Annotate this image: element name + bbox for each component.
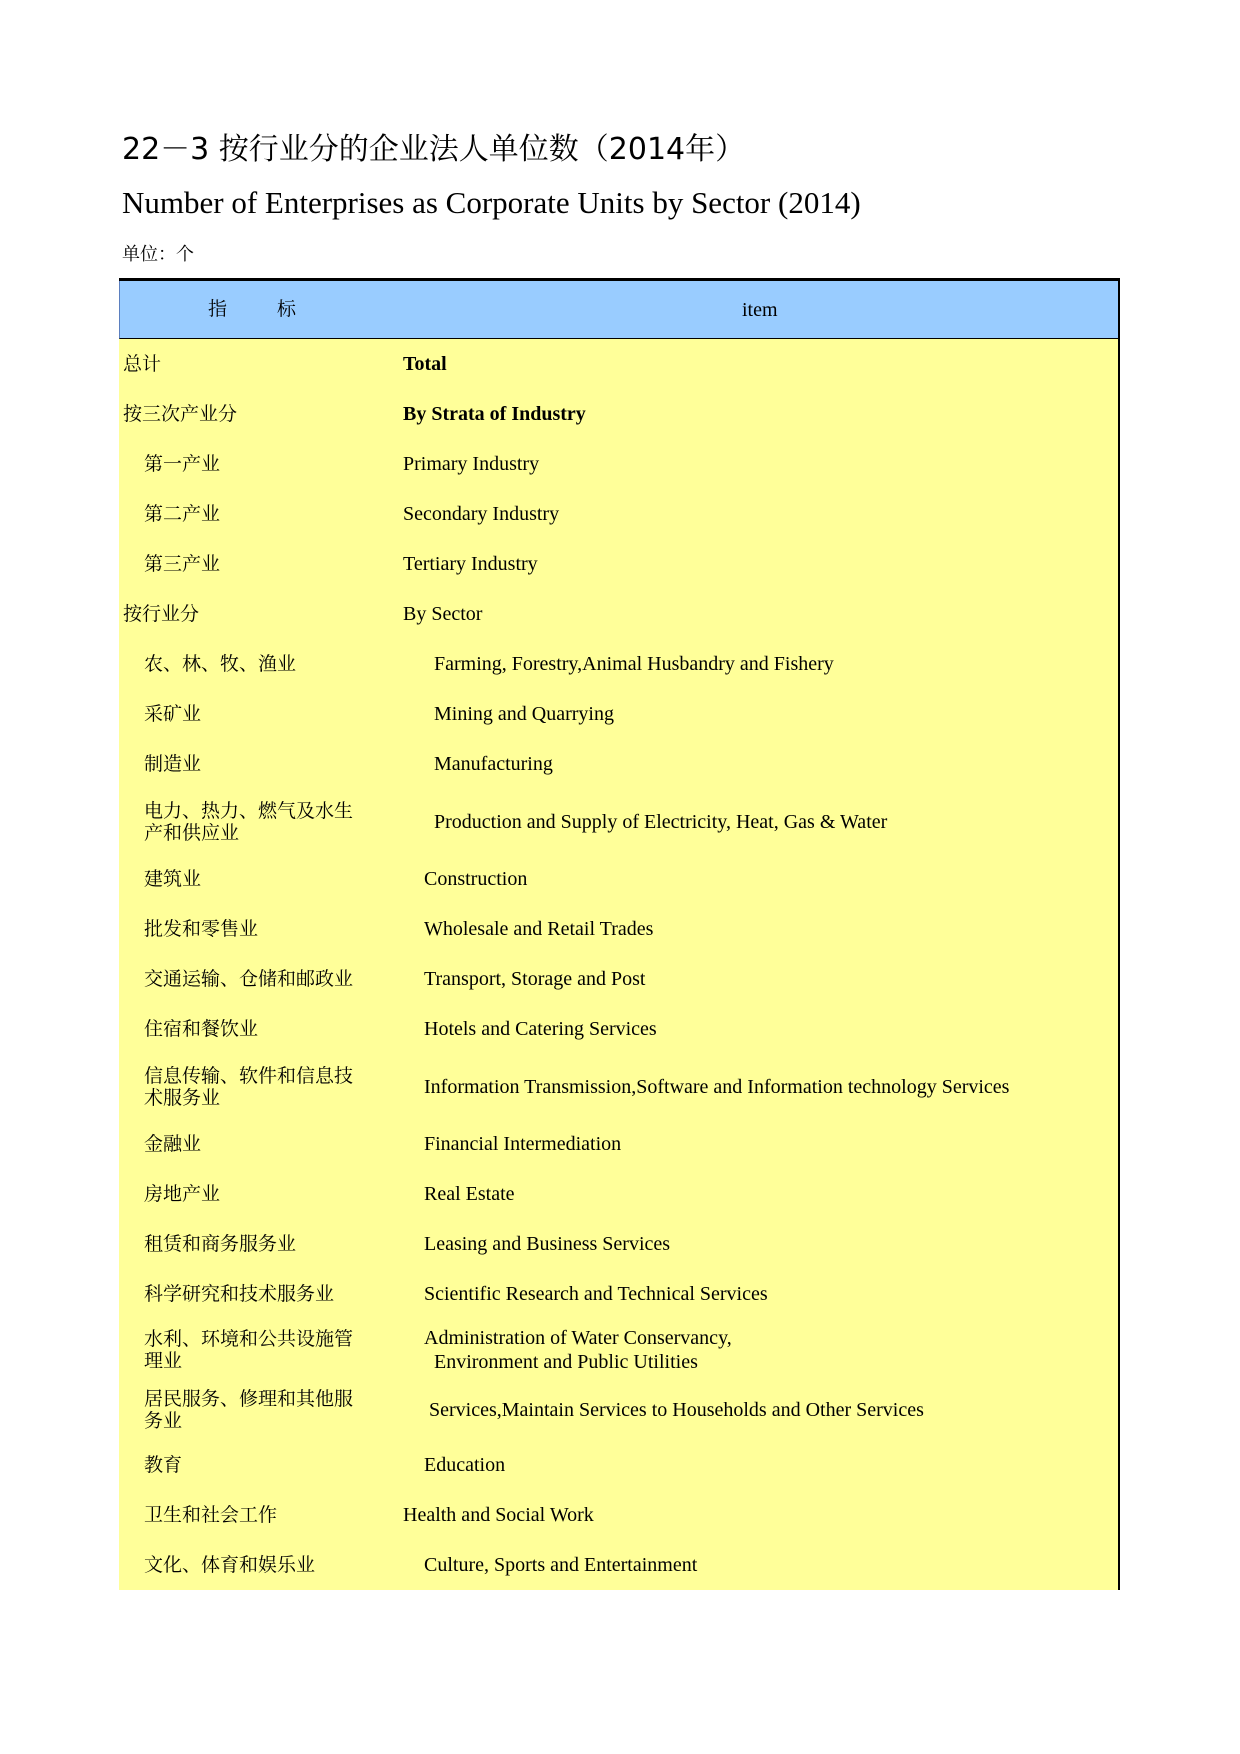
row-label-cn: 按三次产业分 — [123, 403, 238, 425]
row-label-en: Scientific Research and Technical Services — [424, 1283, 768, 1305]
table-row — [119, 1054, 1118, 1119]
row-label-en: Mining and Quarrying — [434, 703, 614, 725]
row-label-en: Leasing and Business Services — [424, 1233, 671, 1255]
row-label-cn: 电力、热力、燃气及水生产和供应业 — [144, 799, 354, 844]
row-label-cn: 金融业 — [144, 1133, 202, 1155]
table-row — [119, 1319, 1118, 1380]
row-label-cn: 第一产业 — [144, 453, 221, 475]
table-row — [119, 439, 1118, 489]
row-label-cn: 水利、环境和公共设施管理业 — [144, 1327, 354, 1372]
table-row — [119, 689, 1118, 739]
row-label-cn: 信息传输、软件和信息技术服务业 — [144, 1064, 354, 1109]
row-label-en: Primary Industry — [403, 453, 540, 475]
row-label-cn: 交通运输、仓储和邮政业 — [144, 968, 354, 990]
table-row — [119, 339, 1118, 389]
table-row — [119, 904, 1118, 954]
table-row — [119, 489, 1118, 539]
table-row — [119, 789, 1118, 854]
row-label-en: Administration of Water Conservancy, Environment and Public Utilities — [424, 1326, 732, 1373]
row-label-en: Wholesale and Retail Trades — [424, 918, 654, 940]
row-label-en: Tertiary Industry — [403, 553, 538, 575]
table-row — [119, 739, 1118, 789]
row-label-en: Secondary Industry — [403, 503, 560, 525]
table-row — [119, 1269, 1118, 1319]
table-row — [119, 1119, 1118, 1169]
row-label-en: Transport, Storage and Post — [424, 968, 646, 990]
table-row — [119, 1004, 1118, 1054]
row-label-cn: 教育 — [144, 1454, 183, 1476]
row-label-cn: 按行业分 — [123, 603, 200, 625]
table-row — [119, 1219, 1118, 1269]
table-row — [119, 1380, 1118, 1440]
row-label-cn: 总计 — [123, 353, 162, 375]
header-cn: 指标 — [208, 298, 347, 320]
row-label-cn: 批发和零售业 — [144, 918, 259, 940]
table-row — [119, 389, 1118, 439]
row-label-cn: 房地产业 — [144, 1183, 221, 1205]
row-label-cn: 建筑业 — [144, 868, 202, 890]
table-row — [119, 854, 1118, 904]
row-label-cn: 租赁和商务服务业 — [144, 1233, 297, 1255]
row-label-en: Culture, Sports and Entertainment — [424, 1554, 698, 1576]
row-label-cn: 卫生和社会工作 — [144, 1504, 278, 1526]
unit-label: 单位：个 — [122, 244, 194, 265]
header-en: item — [742, 299, 778, 321]
row-label-cn: 第三产业 — [144, 553, 221, 575]
row-label-en: Farming, Forestry,Animal Husbandry and Fishery — [434, 653, 834, 675]
table-row — [119, 539, 1118, 589]
row-label-en: Production and Supply of Electricity, Heat, Gas & Water — [434, 810, 888, 833]
row-label-cn: 制造业 — [144, 753, 202, 775]
row-label-en: By Strata of Industry — [403, 403, 586, 425]
table-header — [119, 281, 1118, 339]
row-label-cn: 第二产业 — [144, 503, 221, 525]
row-label-en: Health and Social Work — [403, 1504, 594, 1526]
table-row — [119, 1490, 1118, 1540]
table-row — [119, 639, 1118, 689]
row-label-en: Real Estate — [424, 1183, 515, 1205]
table-row — [119, 1169, 1118, 1219]
row-label-en: Financial Intermediation — [424, 1133, 622, 1155]
row-label-cn: 文化、体育和娱乐业 — [144, 1554, 316, 1576]
row-label-en: Services,Maintain Services to Households and Other Services — [424, 1399, 924, 1421]
sector-table — [119, 278, 1120, 1590]
row-label-en: Manufacturing — [434, 753, 553, 775]
row-label-cn: 农、林、牧、渔业 — [144, 653, 297, 675]
row-label-en: Hotels and Catering Services — [424, 1018, 657, 1040]
table-row — [119, 1440, 1118, 1490]
row-label-en: Education — [424, 1454, 506, 1476]
row-label-en: Information Transmission,Software and Information technology Services — [424, 1075, 1010, 1098]
page-title-cn: 22－3 按行业分的企业法人单位数（2014年） — [122, 132, 746, 167]
row-label-en: Total — [403, 353, 447, 375]
row-label-cn: 采矿业 — [144, 703, 202, 725]
row-label-en: Construction — [424, 868, 528, 890]
row-label-cn: 居民服务、修理和其他服务业 — [144, 1388, 354, 1432]
page-title-en: Number of Enterprises as Corporate Units by Sector (2014) — [122, 185, 861, 220]
table-row — [119, 1540, 1118, 1590]
table-row — [119, 954, 1118, 1004]
row-label-cn: 科学研究和技术服务业 — [144, 1283, 335, 1305]
table-row — [119, 589, 1118, 639]
row-label-en: By Sector — [403, 603, 483, 625]
row-label-cn: 住宿和餐饮业 — [144, 1018, 259, 1040]
